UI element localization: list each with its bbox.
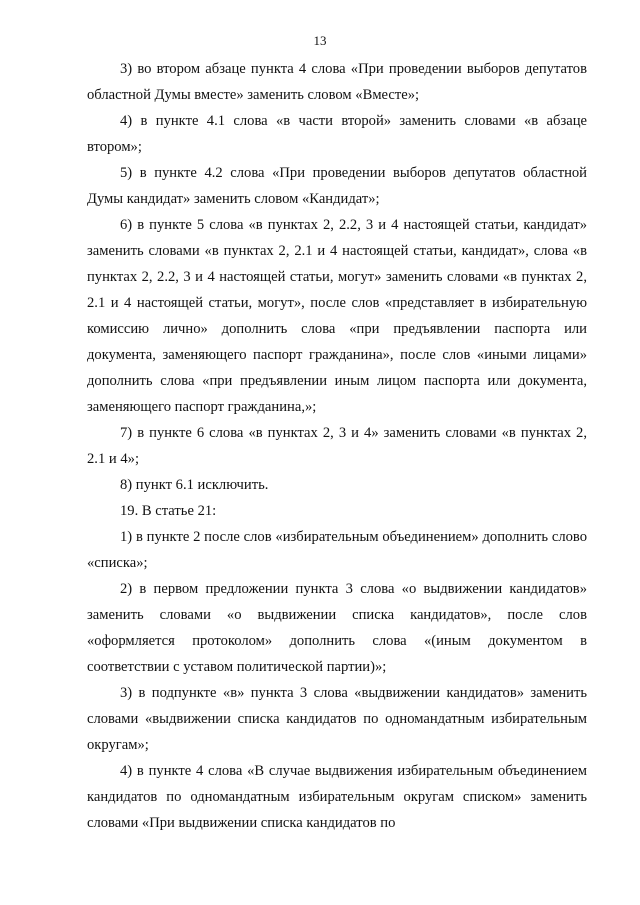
document-body [87,56,587,836]
paragraph-subitem-4: 4) в пункте 4 слова «В случае выдвижения избирательным объединением кандидатов по одномандатным избирательным округам списком» заменить словами «При выдвижении списка кандидатов по [87,763,587,831]
paragraph-item-4: 4) в пункте 4.1 слова «в части второй» заменить словами «в абзаце втором»; [87,113,587,155]
paragraph-item-8: 8) пункт 6.1 исключить. [120,477,269,493]
paragraph-item-6: 6) в пункте 5 слова «в пунктах 2, 2.2, 3 и 4 настоящей статьи, кандидат» заменить словами «в пунктах 2, 2.1 и 4 настоящей статьи, кандидат», слова «в пунктах 2, 2.2, 3 и 4 настоящей статьи, могут» заменить словами «в пунктах 2, 2.1 и 4 настоящей статьи, могут», после слов «представляет в избирательную комиссию лично» дополнить слова «при предъявлении паспорта или документа, заменяющего паспорт гражданина», после слов «иными лицами» дополнить слова «при предъявлении иным лицом паспорта или документа, заменяющего паспорт гражданина,»; [87,217,587,415]
paragraph-item-7: 7) в пункте 6 слова «в пунктах 2, 3 и 4» заменить словами «в пунктах 2, 2.1 и 4»; [87,425,587,467]
paragraph-subitem-3: 3) в подпункте «в» пункта 3 слова «выдвижении кандидатов» заменить словами «выдвижении списка кандидатов по одномандатным избирательным округам»; [87,685,587,753]
page-number: 13 [313,33,327,48]
paragraph-item-5: 5) в пункте 4.2 слова «При проведении выборов депутатов областной Думы кандидат» заменить словом «Кандидат»; [87,165,587,207]
section-heading-19: 19. В статье 21: [120,503,217,519]
paragraph-item-3: 3) во втором абзаце пункта 4 слова «При проведении выборов депутатов областной Думы вместе» заменить словом «Вместе»; [87,61,587,103]
paragraph-subitem-2: 2) в первом предложении пункта 3 слова «о выдвижении кандидатов» заменить словами «о выдвижении списка кандидатов», после слов «оформляется протоколом» дополнить слова «(иным документом в соответствии с уставом политической партии)»; [87,581,587,675]
paragraph-subitem-1: 1) в пункте 2 после слов «избирательным объединением» дополнить слово «списка»; [87,529,587,571]
